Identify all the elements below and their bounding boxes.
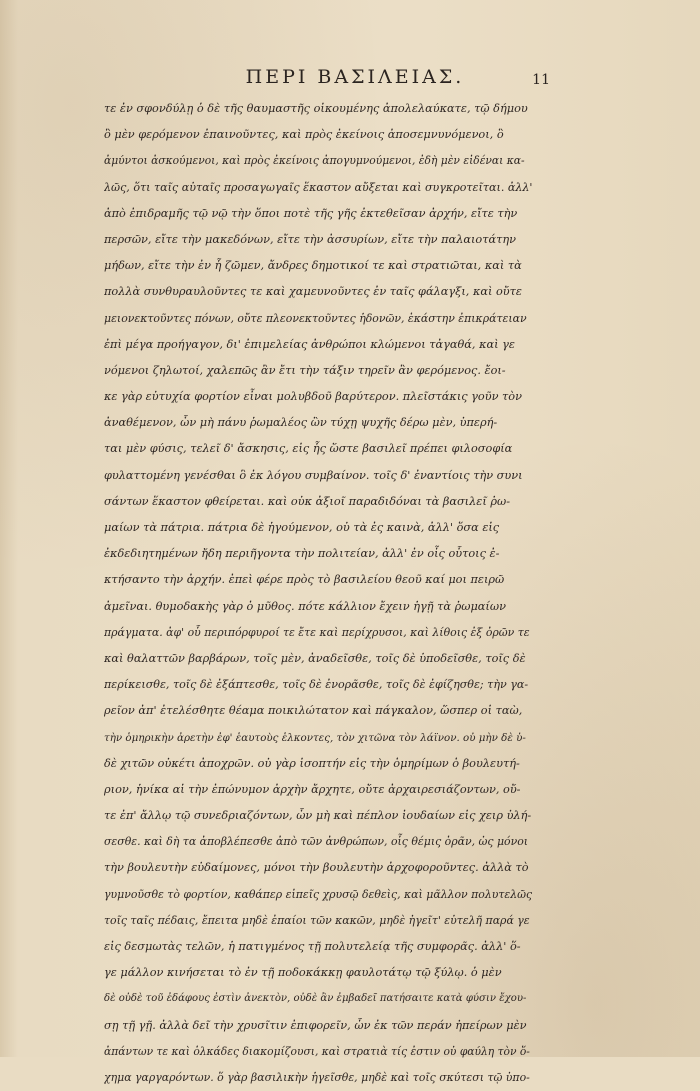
text-line: καὶ θαλαττῶν βαρβάρων, τοῖς μὲν, ἀναδεῖσθε, τοῖς δὲ ὑποδεῖσθε, τοῖς δὲ [104, 651, 526, 665]
text-line: ἐπὶ μέγα προήγαγον, δι' ἐπιμελείας ἀνθρώποι κλώμενοι τἀγαθά, καὶ γε [104, 337, 515, 351]
main-text-block [104, 96, 532, 1091]
text-line: ἀμεῖναι. θυμοδακὴς γὰρ ὁ μῦθος. πότε κάλλιον ἔχειν ἡγῇ τὰ ῥωμαίων [104, 599, 506, 613]
text-line: κε γὰρ εὐτυχία φορτίον εἶναι μολυβδοῦ βαρύτερον. πλεῖστάκις γοῦν τὸν [104, 390, 522, 404]
text-line: λῶς, ὅτι ταῖς αὐταῖς προσαγωγαῖς ἕκαστον αὔξεται καὶ συγκροτεῖται. ἀλλ' [104, 180, 532, 194]
text-line: μαίων τὰ πάτρια. πάτρια δὲ ἡγούμενον, οὐ τὰ ἐς καινὰ, ἀλλ' ὅσα εἰς [104, 521, 500, 534]
page-number: 11 [532, 72, 550, 88]
text-line: ρεῖον ἀπ' ἐτελέσθητε θέαμα ποικιλώτατον καὶ πάγκαλον, ὥσπερ οἱ ταὼ, [104, 704, 523, 718]
text-line: μήδων, εἴτε τὴν ἐν ἧ ζῶμεν, ἄνδρες δημοτικοί τε καὶ στρατιῶται, καὶ τὰ [104, 259, 522, 273]
text-line: ὃ μὲν φερόμενον ἐπαινοῦντες, καὶ πρὸς ἐκείνοις ἀποσεμνυνόμενοι, ὃ [104, 128, 504, 142]
text-line: ἀμύντοι ἀσκούμενοι, καὶ πρὸς ἐκείνοις ἀπογυμνούμενοι, ἐδὴ μὲν εἰδέναι κα- [104, 154, 525, 168]
text-line: εἰς δεσμωτὰς τελῶν, ἡ πατιγμένος τῇ πολυτελείᾳ τῆς συμφορᾶς. ἀλλ' ὅ- [104, 940, 521, 953]
text-line: ται μὲν φύσις, τελεῖ δ' ἄσκησις, εἰς ἧς ὥστε βασιλεῖ πρέπει φιλοσοφία [104, 442, 513, 456]
text-line: ριον, ἡνίκα αἱ τὴν ἐπώνυμον ἀρχὴν ἄρχητε, οὔτε ἀρχαιρεσιάζοντων, οὔ- [104, 782, 521, 796]
text-line: περσῶν, εἴτε τὴν μακεδόνων, εἴτε τὴν ἀσσυρίων, εἴτε τὴν παλαιοτάτην [104, 232, 516, 246]
text-line: νόμενοι ζηλωτοί, χαλεπῶς ἂν ἔτι τὴν τάξιν τηρεῖν ἂν φερόμενος. ἔοι- [104, 363, 506, 377]
text-line: δὲ χιτῶν οὐκέτι ἀποχρῶν. οὐ γὰρ ἰσοπτήν εἰς τὴν ὁμηρίμων ὁ βουλευτή- [104, 756, 520, 770]
text-line: δὲ οὐδὲ τοῦ ἐδάφους ἐστὶν ἀνεκτὸν, οὐδὲ ἂν ἐμβαδεῖ πατήσαιτε κατὰ φύσιν ἔχου- [104, 993, 527, 1005]
text-line: τὴν ὁμηρικὴν ἀρετὴν ἐφ' ἑαυτοὺς ἑλκοντες, τὸν χιτῶνα τὸν λάϊνον. οὐ μὴν δὲ ὑ- [104, 731, 526, 744]
text-line: χημα γαργαρόντων. ὅ γὰρ βασιλικὴν ἡγεῖσθε, μηδὲ καὶ τοῖς σκύτεσι τῷ ὑπο- [104, 1070, 530, 1084]
text-line: πολλὰ συνθυραυλοῦντες τε καὶ χαμευνοῦντες ἐν ταῖς φάλαγξι, καὶ οὔτε [104, 285, 522, 299]
text-line: σεσθε. καὶ δὴ τα ἀποβλέπεσθε ἀπὸ τῶν ἀνθρώπων, οἷς θέμις ὁρᾶν, ὡς μόνοι [104, 835, 529, 849]
running-head: ΠΕΡΙ ΒΑΣΙΛΕΙΑΣ. [245, 66, 465, 88]
text-line: γε μάλλον κινήσεται τὸ ἐν τῇ ποδοκάκκῃ φαυλοτάτῳ τῷ ξύλῳ. ὁ μὲν [104, 966, 502, 980]
text-line: ἀπάντων τε καὶ ὁλκάδες διακομίζουσι, καὶ στρατιὰ τίς ἐστιν οὐ φαύλη τὸν ὅ- [104, 1044, 530, 1058]
text-line: γυμνοῦσθε τὸ φορτίον, καθάπερ εἰπεῖς χρυσῷ δεθεὶς, καὶ μᾶλλον πολυτελῶς [104, 887, 532, 901]
text-line: περίκεισθε, τοῖς δὲ ἐξάπτεσθε, τοῖς δὲ ἐνορᾶσθε, τοῖς δὲ ἐφίζησθε; τὴν γα- [104, 678, 529, 692]
text-line: τὴν βουλευτὴν εὐδαίμονες, μόνοι τὴν βουλευτὴν ἀρχοφοροῦντες. ἀλλὰ τὸ [104, 861, 529, 875]
text-line: τε ἐν σφονδύλῃ ὁ δὲ τῆς θαυμαστῆς οἰκουμένης ἀπολελαύκατε, τῷ δήμου [104, 102, 528, 115]
text-line: ἀναθέμενον, ὧν μὴ πάνυ ῥωμαλέος ὢν τύχῃ ψυχῆς δέρω μὲν, ὑπερή- [104, 416, 498, 430]
text-line: κτήσαντο τὴν ἀρχήν. ἐπεὶ φέρε πρὸς τὸ βασιλείου θεοῦ καί μοι πειρῶ [104, 573, 505, 587]
text-line: ἀπὸ ἐπιδραμῆς τῷ νῷ τὴν ὅποι ποτὲ τῆς γῆς ἐκτεθεῖσαν ἀρχήν, εἴτε τὴν [104, 206, 518, 220]
text-line: σάντων ἕκαστον φθείρεται. καὶ οὐκ ἀξιοῖ παραδιδόναι τὰ βασιλεῖ ῥω- [104, 494, 511, 508]
text-line: φυλαττομένη γενέσθαι ὃ ἐκ λόγου συμβαίνον. τοῖς δ' ἐναντίοις τὴν συνι [104, 468, 523, 482]
text-line: ἐκδεδιητημένων ἤδη περιῆγοντα τὴν πολιτείαν, ἀλλ' ἐν οἷς οὗτοις ἐ- [104, 547, 500, 561]
text-line: πράγματα. ἀφ' οὗ περιπόρφυροί τε ἔτε καὶ περίχρυσοι, καὶ λίθοις ἐξ ὀρῶν τε [104, 625, 530, 639]
text-line: τοῖς ταῖς πέδαις, ἔπειτα μηδὲ ἐπαίοι τῶν κακῶν, μηδὲ ἡγεῖτ' εὐτελῆ παρά γε [104, 913, 530, 927]
text-line: σῃ τῇ γῇ. ἀλλὰ δεῖ τὴν χρυσῖτιν ἐπιφορεῖν, ὧν ἐκ τῶν περάν ἠπείρων μὲν [104, 1018, 527, 1032]
text-line: τε ἐπ' ἄλλῳ τῷ συνεδριαζόντων, ὧν μὴ καὶ πέπλον ἰουδαίων εἰς χειρ ὑλή- [104, 809, 532, 823]
text-line: μειονεκτοῦντες πόνων, οὔτε πλεονεκτοῦντες ἡδονῶν, ἑκάστην ἐπικράτειαν [104, 311, 527, 325]
